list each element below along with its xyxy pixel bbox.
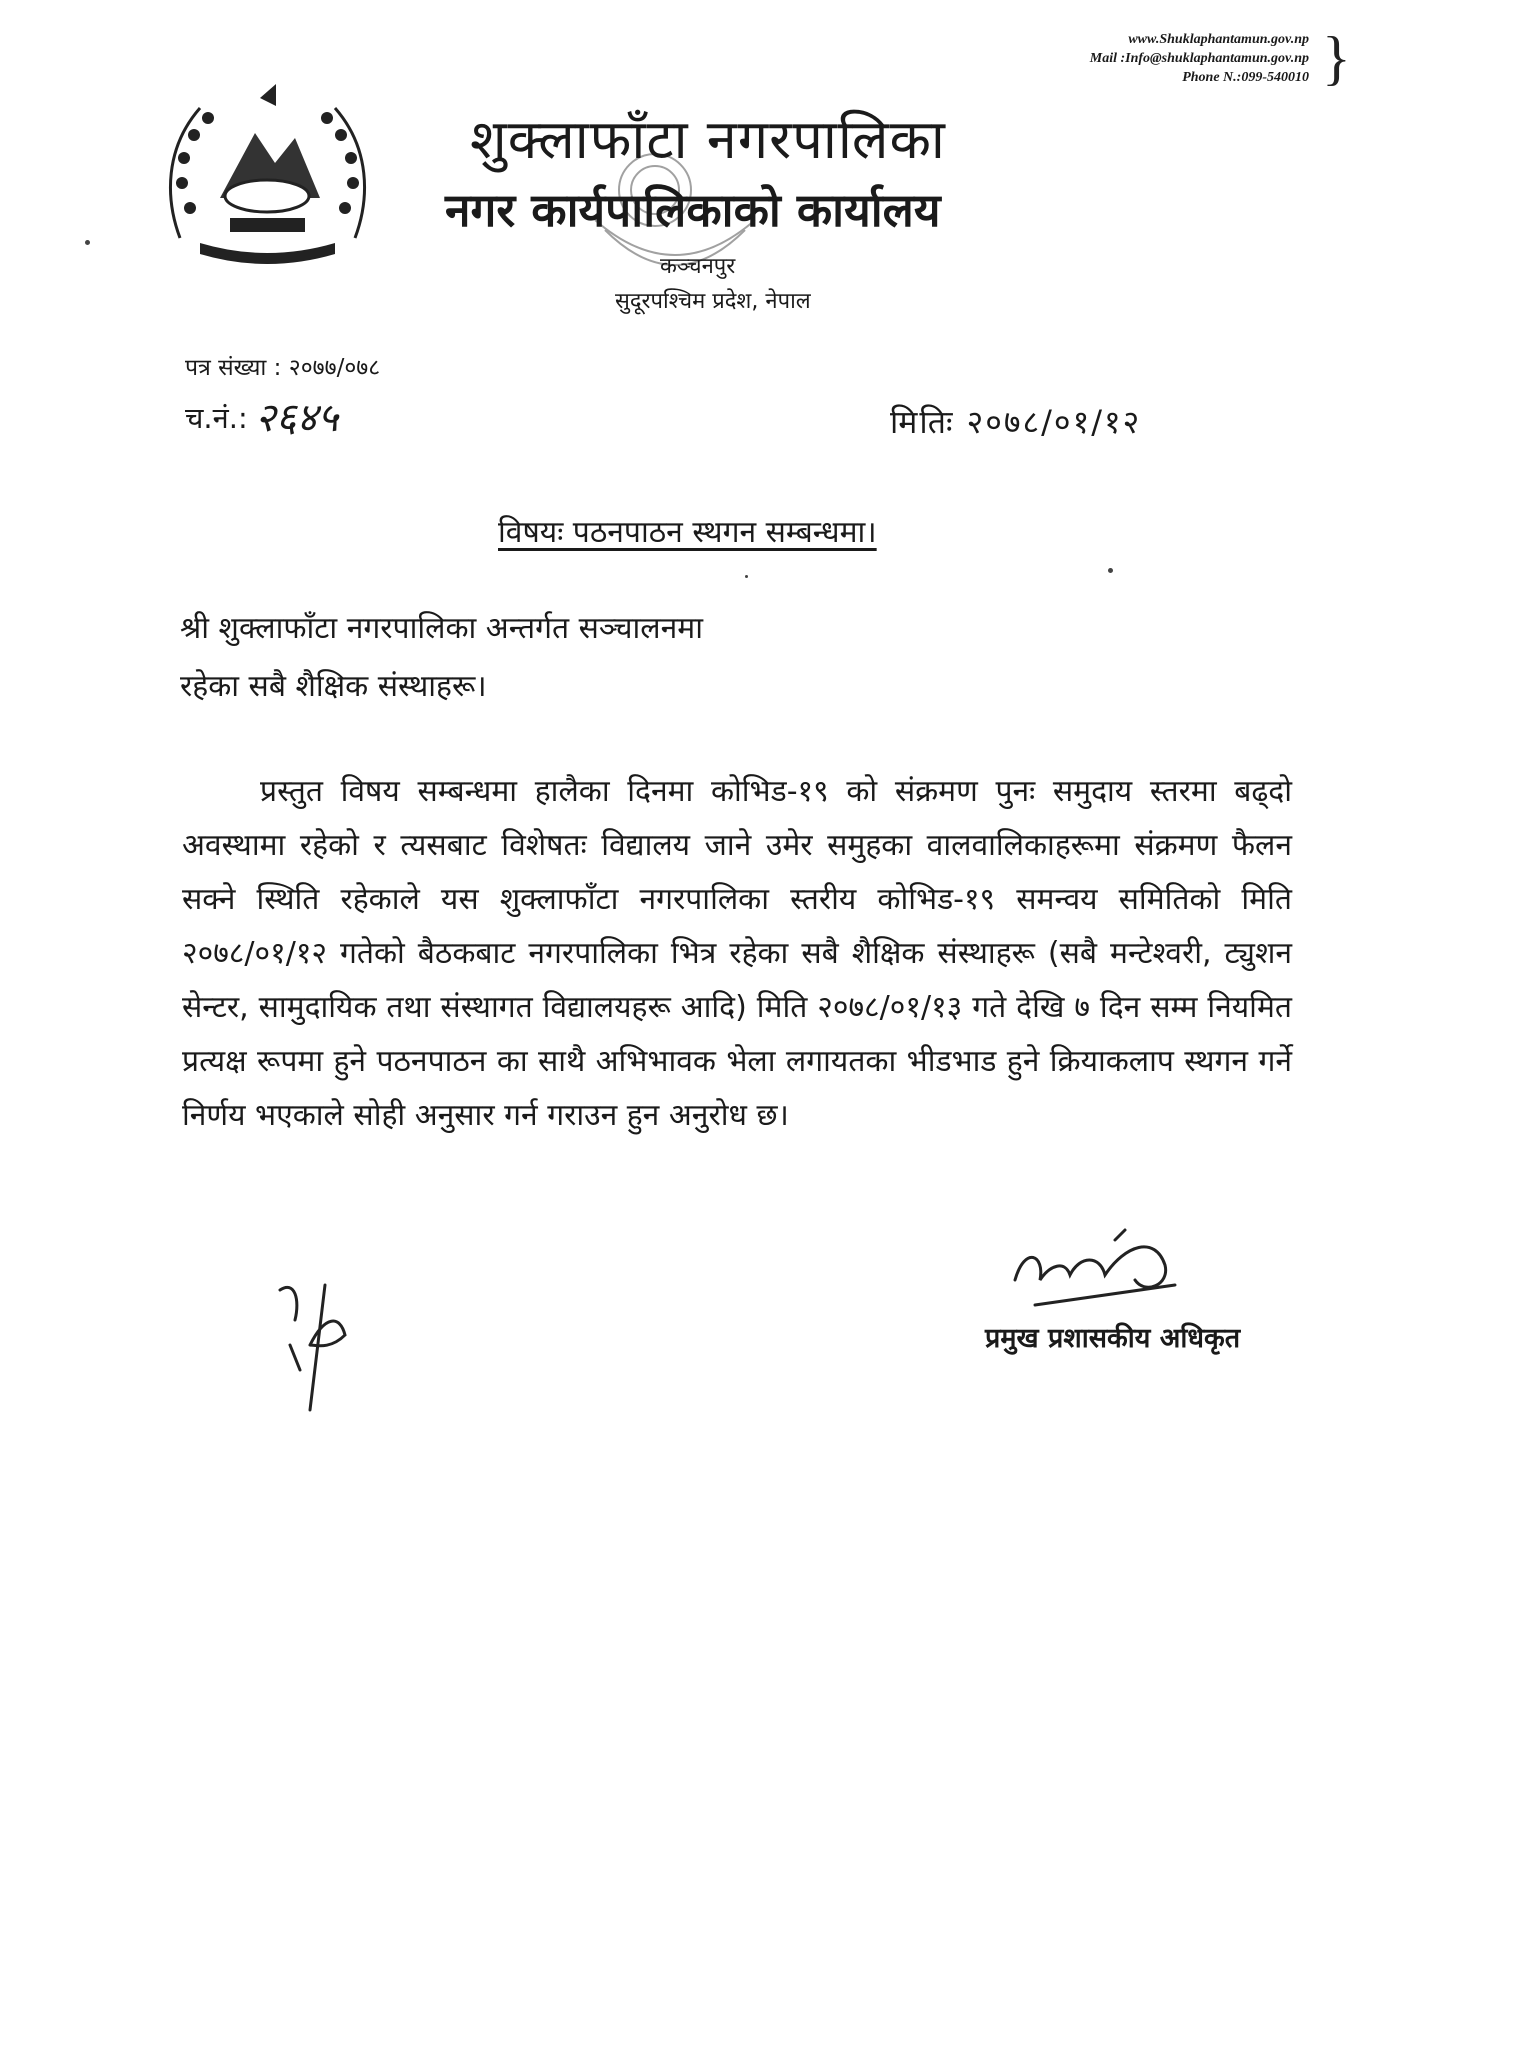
contact-block [1090,30,1309,87]
speck [85,240,90,245]
letter-date: मितिः २०७८/०१/१२ [890,403,1142,441]
addressee-line-2: रहेका सबै शैक्षिक संस्थाहरू। [180,669,487,704]
letter-subject: विषयः पठनपाठन स्थगन सम्बन्धमा। [498,515,877,550]
reference-number: पत्र संख्या : २०७७/०७८ [185,355,381,381]
nepal-emblem-icon [160,78,375,268]
phone-text: Phone N.:099-540010 [1182,70,1309,85]
dispatch-number-label: च.नं.: [185,401,248,435]
letter-body: प्रस्तुत विषय सम्बन्धमा हालैका दिनमा कोभिड-१९ को संक्रमण पुनः समुदाय स्तरमा बढ्दो अवस्थामा रहेको र त्यसबाट विशेषतः विद्यालय जाने उमेर समुहका वालवालिकाहरूमा संक्रमण फैलन सक्ने स्थिति रहेकाले यस शुक्लाफाँटा नगरपालिका स्तरीय कोभिड-१९ समन्वय समितिको मिति २०७८/०१/१२ गतेको बैठकबाट नगरपालिका भित्र रहेका सबै शैक्षिक संस्थाहरू (सबै मन्टेश्वरी, ट्युशन सेन्टर, सामुदायिक तथा संस्थागत विद्यालयहरू आदि) मिति २०७८/०१/१३ गते देखि ७ दिन सम्म नियमित प्रत्यक्ष रूपमा हुने पठनपाठन का साथै अभिभावक भेला लगायतका भीडभाड हुने क्रियाकलाप स्थगन गर्ने निर्णय भएकाले सोही अनुसार गर्न गराउन हुन अनुरोध छ। [182,774,1292,1133]
brace-icon: } [1322,25,1351,91]
address-province: सुदूरपश्चिम प्रदेश, नेपाल [615,289,811,314]
dispatch-number-value: २६४५ [255,395,339,441]
officer-signature [1005,1225,1185,1315]
speck [745,575,748,578]
municipality-title: शुक्लाफाँटा नगरपालिका [470,108,946,171]
speck [1108,568,1113,573]
office-title: नगर कार्यपालिकाको कार्यालय [445,183,941,237]
signatory-title: प्रमुख प्रशासकीय अधिकृत [985,1323,1241,1354]
addressee-block [180,600,703,716]
website-text: www.Shuklaphantamun.gov.np [1128,32,1309,47]
mail-text: Mail :Info@shuklaphantamun.gov.np [1089,51,1309,66]
addressee-line-1: श्री शुक्लाफाँटा नगरपालिका अन्तर्गत सञ्चालनमा [180,611,704,646]
address-district: कञ्चनपुर [660,254,736,279]
initial-signature [270,1275,360,1415]
